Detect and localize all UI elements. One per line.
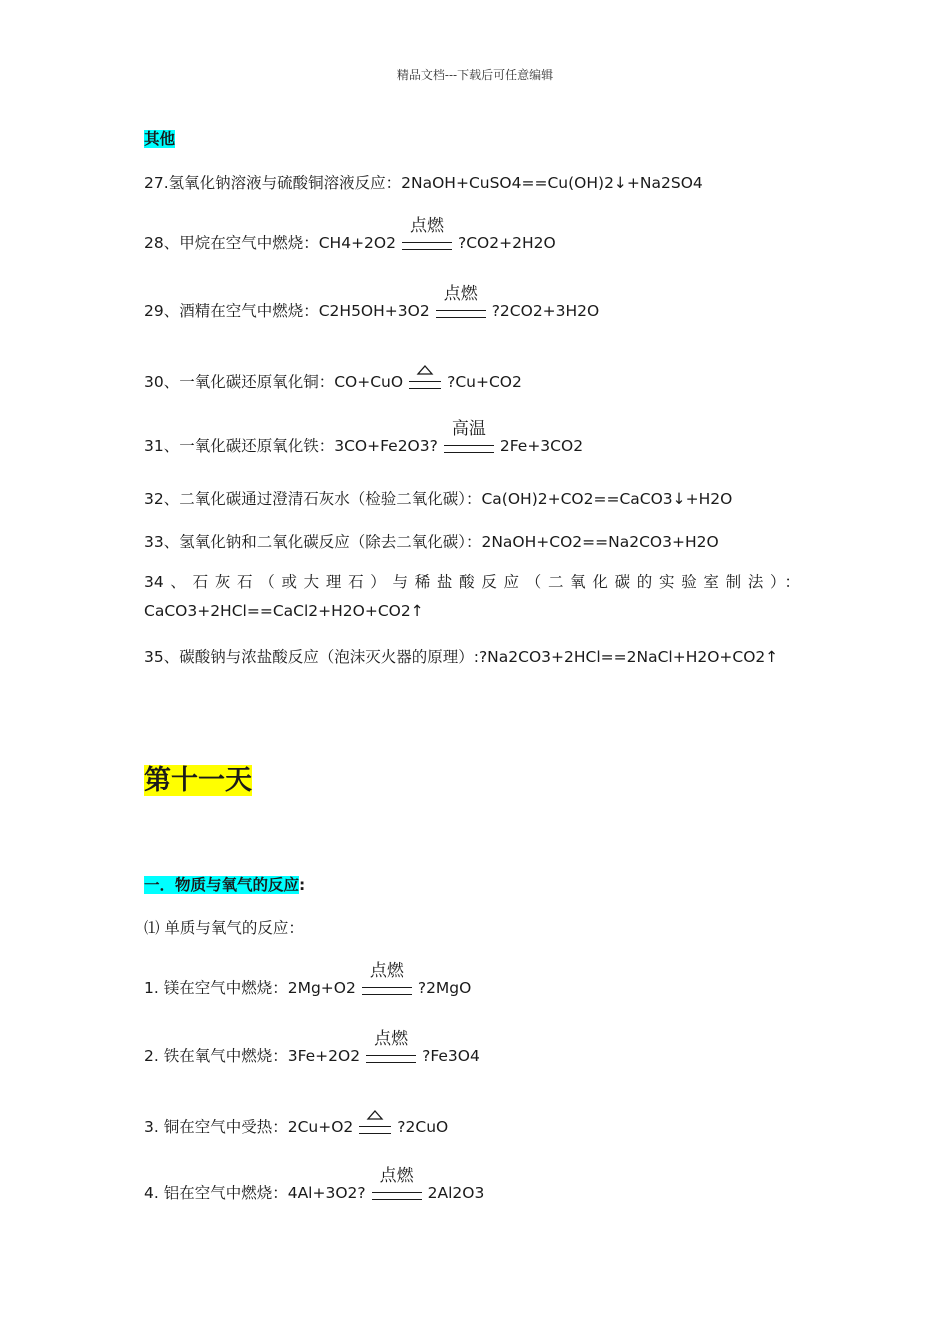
condition-ignite-label: 点燃 [379, 1166, 414, 1186]
equation-29-reactants: 29、酒精在空气中燃烧：C2H5OH+3O2 [144, 302, 430, 320]
equation-28-products: ?CO2+2H2O [457, 234, 556, 252]
item-1-reactants: 1. 镁在空气中燃烧：2Mg+O2 [144, 979, 356, 997]
heat-triangle-icon [359, 1110, 391, 1120]
double-line-icon [366, 1055, 416, 1063]
equation-34-line1: 34、石灰石（或大理石）与稀盐酸反应（二氧化碳的实验室制法）： [144, 573, 800, 591]
double-line-icon [362, 987, 412, 995]
equation-item-3 [144, 1115, 448, 1137]
condition-ignite-label: 点燃 [443, 284, 478, 304]
section-heading-oxygen [144, 873, 305, 895]
equation-31-reactants: 31、一氧化碳还原氧化铁：3CO+Fe2O3? [144, 437, 438, 455]
section-heading-oxygen-text: 一．物质与氧气的反应 [144, 876, 300, 894]
equation-item-2 [144, 1029, 480, 1066]
equation-item-4 [144, 1166, 485, 1203]
equation-28 [144, 216, 556, 253]
condition-ignite [402, 216, 452, 248]
day-title-text: 第十一天 [144, 765, 252, 796]
double-line-icon [409, 381, 441, 389]
equation-29-products: ?2CO2+3H2O [491, 302, 600, 320]
double-line-icon [402, 242, 452, 250]
subsection-heading: ⑴ 单质与氧气的反应： [144, 919, 304, 937]
item-3-products: ?2CuO [397, 1118, 449, 1136]
equation-35: 35、碳酸钠与浓盐酸反应（泡沫灭火器的原理）:?Na2CO3+2HCl==2NaCl+H2O+CO2↑ [144, 648, 779, 666]
condition-ignite-label: 点燃 [409, 216, 444, 236]
equation-item-1 [144, 961, 472, 998]
condition-heat [409, 381, 441, 387]
condition-ignite [372, 1166, 422, 1198]
double-line-icon [372, 1192, 422, 1200]
section-heading-oxygen-colon: : [299, 876, 306, 894]
condition-ignite-label: 点燃 [369, 961, 404, 981]
condition-ignite [366, 1029, 416, 1061]
equation-34-line2: CaCO3+2HCl==CaCl2+H2O+CO2↑ [144, 602, 424, 620]
item-3-reactants: 3. 铜在空气中受热：2Cu+O2 [144, 1118, 354, 1136]
item-4-products: 2Al2O3 [427, 1184, 485, 1202]
equation-31-products: 2Fe+3CO2 [499, 437, 584, 455]
equation-27: 27.氢氧化钠溶液与硫酸铜溶液反应：2NaOH+CuSO4==Cu(OH)2↓+Na2SO4 [144, 174, 703, 192]
section-heading-other-text: 其他 [144, 130, 176, 148]
item-2-reactants: 2. 铁在氧气中燃烧：3Fe+2O2 [144, 1047, 361, 1065]
equation-31 [144, 419, 584, 456]
double-line-icon [444, 445, 494, 453]
equation-28-reactants: 28、甲烷在空气中燃烧：CH4+2O2 [144, 234, 396, 252]
condition-ignite [436, 284, 486, 316]
condition-heat [359, 1126, 391, 1132]
item-4-reactants: 4. 铝在空气中燃烧：4Al+3O2? [144, 1184, 366, 1202]
equation-32: 32、二氧化碳通过澄清石灰水（检验二氧化碳）：Ca(OH)2+CO2==CaCO3↓+H2O [144, 490, 733, 508]
condition-ignite [362, 961, 412, 993]
page-header: 精品文档---下载后可任意编辑 [396, 68, 554, 82]
item-2-products: ?Fe3O4 [422, 1047, 480, 1065]
equation-30-reactants: 30、一氧化碳还原氧化铜：CO+CuO [144, 373, 404, 391]
condition-ignite-label: 点燃 [374, 1029, 409, 1049]
condition-high-temp-label: 高温 [451, 419, 486, 439]
equation-33: 33、氢氧化钠和二氧化碳反应（除去二氧化碳）：2NaOH+CO2==Na2CO3+H2O [144, 533, 719, 551]
condition-high-temp [444, 419, 494, 451]
double-line-icon [436, 310, 486, 318]
day-title [144, 764, 252, 798]
heat-triangle-icon [409, 365, 441, 375]
equation-29 [144, 284, 600, 321]
section-heading-other [144, 127, 175, 149]
equation-30-products: ?Cu+CO2 [447, 373, 522, 391]
item-1-products: ?2MgO [417, 979, 472, 997]
double-line-icon [359, 1126, 391, 1134]
equation-30 [144, 370, 522, 392]
